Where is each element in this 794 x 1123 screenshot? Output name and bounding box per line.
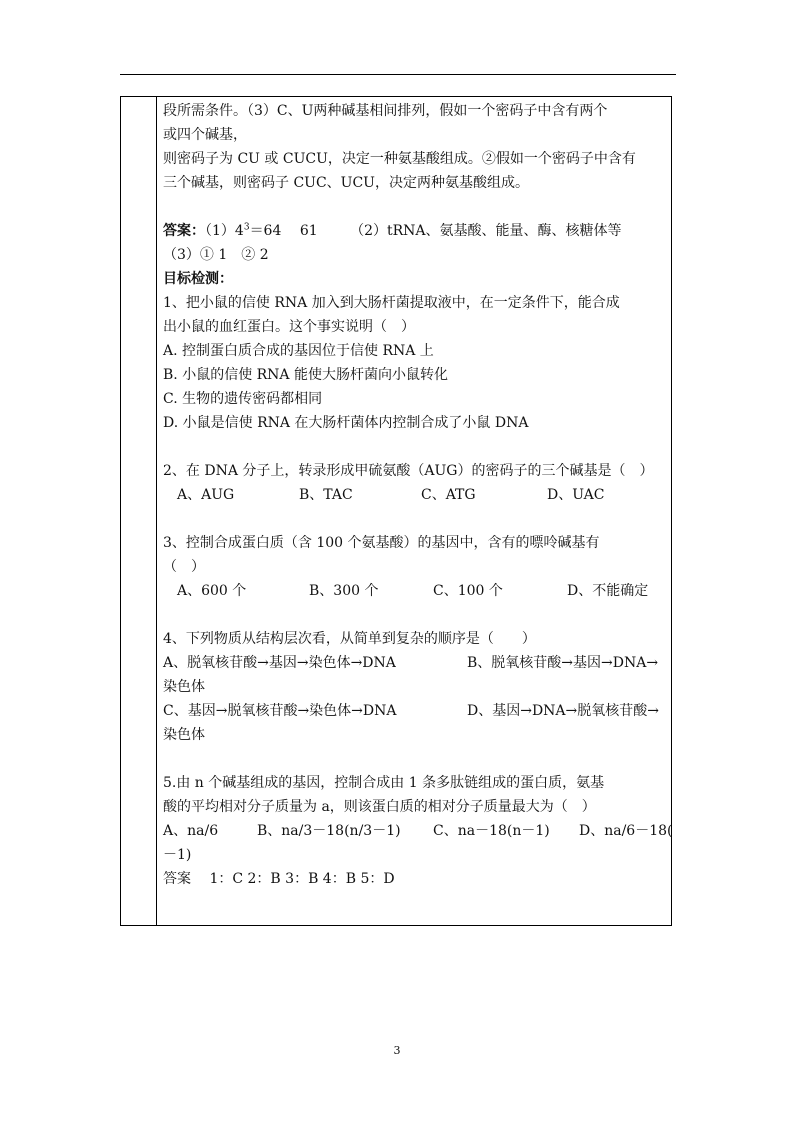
page-number: 3: [393, 1044, 401, 1057]
question-1: 1、把小鼠的信使 RNA 加入到大肠杆菌提取液中，在一定条件下，能合成: [163, 295, 620, 311]
option: C. 生物的遗传密码都相同: [163, 391, 323, 407]
header-rule: [120, 74, 676, 75]
option: C、基因→脱氧核苷酸→染色体→DNA: [163, 703, 397, 719]
option: A、脱氧核苷酸→基因→染色体→DNA: [163, 655, 396, 671]
text-line: 出小鼠的血红蛋白。这个事实说明（ ）: [163, 319, 415, 335]
question-2: 2、在 DNA 分子上，转录形成甲硫氨酸（AUG）的密码子的三个碱基是（ ）: [163, 463, 654, 479]
answer-line-1: 答案：$(1)4^3=64$ 61 （2）tRNA、氨基酸、能量、酶、核糖体等: [163, 222, 622, 239]
answer-key: 答案 1：C 2：B 3：B 4：B 5：D: [163, 871, 395, 887]
option: B、300 个: [309, 583, 379, 599]
option: D. 小鼠是信使 RNA 在大肠杆菌体内控制合成了小鼠 DNA: [163, 415, 529, 431]
option: C、ATG: [421, 487, 476, 503]
table-frame: [120, 96, 672, 926]
text-line: 酸的平均相对分子质量为 a，则该蛋白质的相对分子质量最大为（ ）: [163, 799, 596, 815]
text-line: （ ）: [163, 559, 205, 575]
question-4: 4、下列物质从结构层次看，从简单到复杂的顺序是（ ）: [163, 631, 536, 647]
text-line: 段所需条件。（3）C、U两种碱基相间排列，假如一个密码子中含有两个: [163, 103, 608, 119]
text-line: 染色体: [163, 727, 205, 743]
option: A. 控制蛋白质合成的基因位于信使 RNA 上: [163, 343, 434, 359]
text-line: （3）① 1 ② 2: [163, 247, 269, 263]
option: A、AUG: [177, 487, 235, 503]
option: A、na/6: [163, 823, 219, 839]
option: B、na/3－18(n/3－1): [257, 823, 401, 839]
left-column: [121, 97, 157, 925]
question-3: 3、控制合成蛋白质（含 100 个氨基酸）的基因中，含有的嘌呤碱基有: [163, 535, 600, 551]
option: B. 小鼠的信使 RNA 能使大肠杆菌向小鼠转化: [163, 367, 448, 383]
option: A、600 个: [177, 583, 247, 599]
text-line: －1): [163, 847, 192, 863]
option: D、不能确定: [567, 583, 649, 599]
question-5: 5.由 n 个碱基组成的基因，控制合成由 1 条多肽链组成的蛋白质，氨基: [163, 775, 605, 791]
option: C、100 个: [433, 583, 503, 599]
text-line: 则密码子为 CU 或 CUCU，决定一种氨基酸组成。②假如一个密码子中含有: [163, 151, 636, 167]
text-line: 或四个碱基，: [163, 127, 247, 143]
option: D、基因→DNA→脱氧核苷酸→: [467, 703, 660, 719]
option: C、na－18(n－1): [433, 823, 550, 839]
option: D、na/6－18(: [579, 823, 673, 839]
option: D、UAC: [547, 487, 605, 503]
answer-label: 答案：: [163, 223, 205, 239]
option: B、TAC: [299, 487, 353, 503]
option: B、脱氧核苷酸→基因→DNA→: [467, 655, 659, 671]
section-heading: 目标检测：: [163, 271, 233, 287]
text-line: 三个碱基，则密码子 CUC、UCU，决定两种氨基酸组成。: [163, 175, 529, 191]
text-line: 染色体: [163, 679, 205, 695]
